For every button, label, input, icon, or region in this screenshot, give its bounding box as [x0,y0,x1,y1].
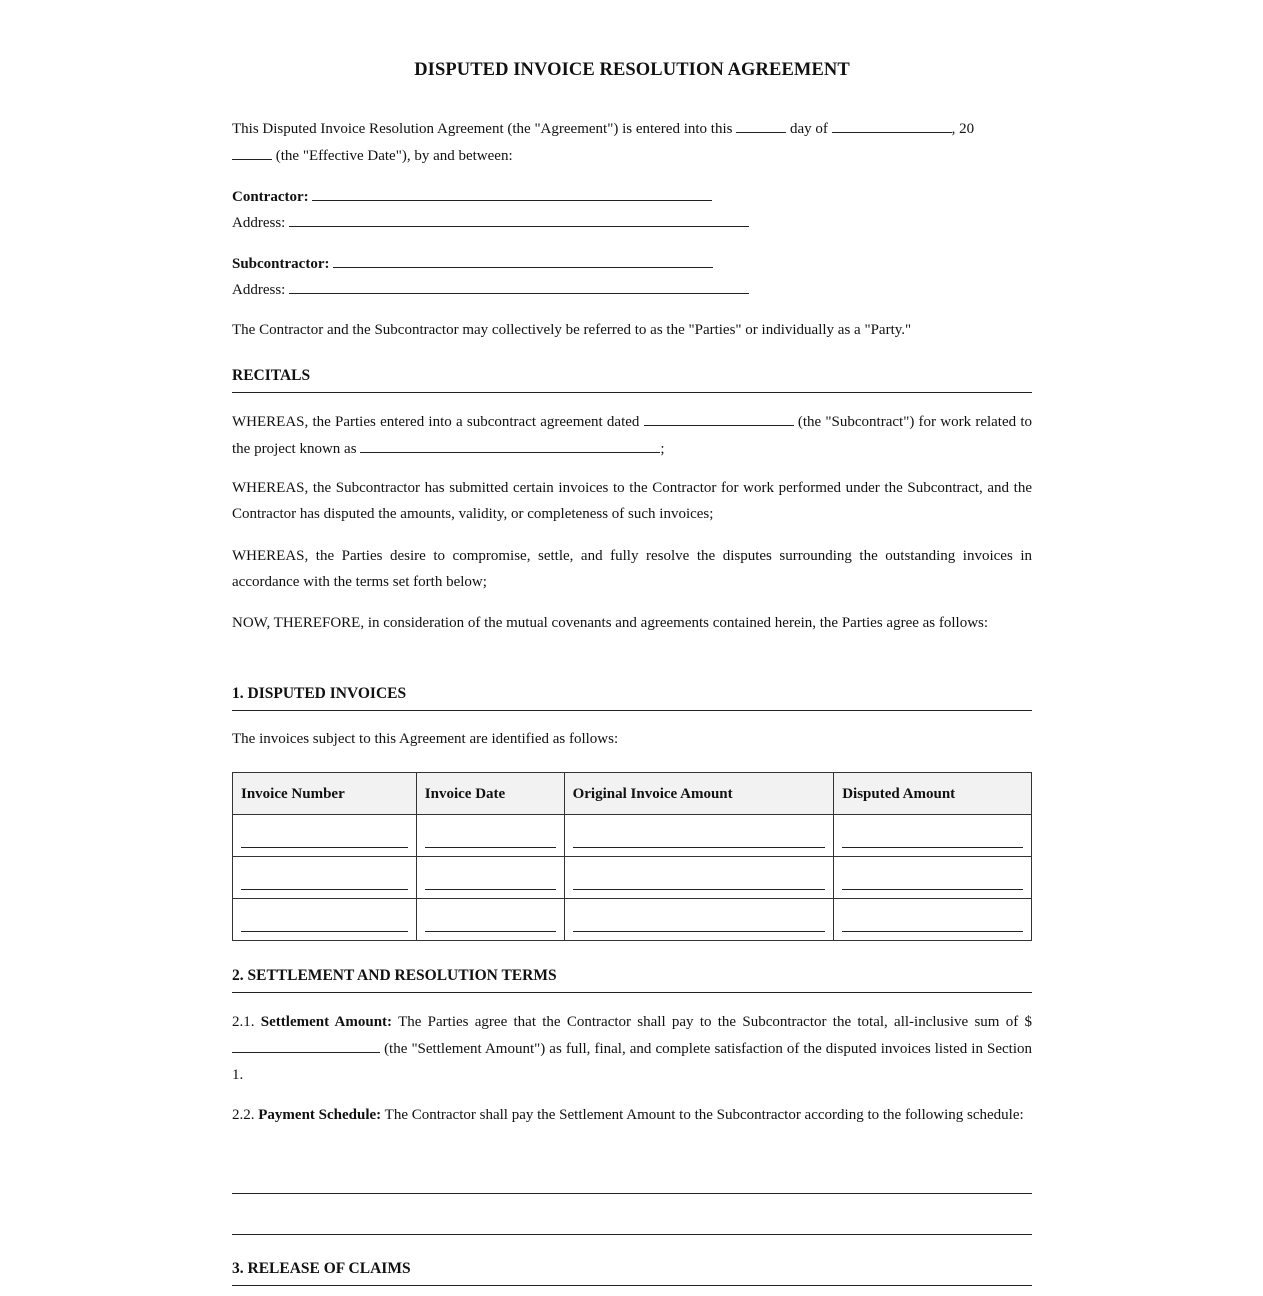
clause-2-2-number: 2.2. [232,1107,255,1123]
contractor-address-blank[interactable] [289,209,749,227]
col-invoice-number: Invoice Number [233,773,417,815]
subcontract-date-blank[interactable] [644,408,794,426]
table-header-row [233,773,1032,815]
whereas-1-text-2: (the "Subcontract") for work related to the project known as [232,414,1033,457]
subcontractor-block [232,250,1032,303]
clause-2-1-number: 2.1. [232,1014,255,1030]
invoice-date-cell[interactable] [416,815,564,857]
clause-2-1-text-2: (the "Settlement Amount") as full, final, and complete satisfaction of the disputed invoices listed in Section 1. [232,1041,1033,1083]
table-row [233,857,1032,899]
section-3-heading: 3. RELEASE OF CLAIMS [232,1259,1032,1286]
settlement-amount-blank[interactable] [232,1035,380,1053]
now-therefore: NOW, THEREFORE, in consideration of the mutual covenants and agreements contained herein, the Parties agree as follows: [232,615,989,631]
day-blank[interactable] [736,115,786,133]
clause-2-2-text: The Contractor shall pay the Settlement Amount to the Subcontractor according to the following schedule: [384,1107,1024,1123]
contractor-address-label: Address: [232,215,286,231]
document-title: DISPUTED INVOICE RESOLUTION AGREEMENT [414,60,850,80]
table-row [233,899,1032,941]
original-amount-cell[interactable] [564,899,834,941]
intro-text-4: (the "Effective Date"), by and between: [275,148,513,164]
clause-2-2-label: Payment Schedule: [258,1107,382,1123]
project-name-blank[interactable] [360,435,660,453]
whereas-1 [232,408,1032,462]
clause-2-1-text-1: The Parties agree that the Contractor shall pay to the Subcontractor the total, all-inclusive sum of $ [398,1014,1033,1030]
month-blank[interactable] [832,115,952,133]
subcontractor-address-label: Address: [232,282,286,298]
intro-text-3: , 20 [951,121,975,137]
subcontractor-name-blank[interactable] [333,250,713,268]
invoice-date-cell[interactable] [416,899,564,941]
schedule-line-1[interactable] [232,1193,1032,1194]
contractor-label: Contractor: [232,189,309,205]
contractor-block [232,183,1032,236]
year-blank[interactable] [232,142,272,160]
section-2-heading: 2. SETTLEMENT AND RESOLUTION TERMS [232,966,1032,993]
col-disputed-amount: Disputed Amount [834,773,1032,815]
col-invoice-date: Invoice Date [416,773,564,815]
invoice-number-cell[interactable] [233,857,417,899]
original-amount-cell[interactable] [564,815,834,857]
disputed-amount-cell[interactable] [834,857,1032,899]
invoice-number-cell[interactable] [233,899,417,941]
clause-2-1 [232,1009,1032,1088]
whereas-3: WHEREAS, the Parties desire to compromise, settle, and fully resolve the disputes surrounding the outstanding invoices in accordance with the terms set forth below; [232,548,1032,590]
invoice-number-cell[interactable] [233,815,417,857]
schedule-line-2[interactable] [232,1234,1032,1235]
invoice-date-cell[interactable] [416,857,564,899]
clause-2-2 [232,1102,1032,1128]
intro-paragraph [232,115,1032,169]
recitals-heading: RECITALS [232,366,1032,393]
clause-2-1-label: Settlement Amount: [260,1014,393,1030]
subcontractor-address-blank[interactable] [289,276,749,294]
parties-paragraph: The Contractor and the Subcontractor may collectively be referred to as the "Parties" or individually as a "Party." [232,322,912,338]
original-amount-cell[interactable] [564,857,834,899]
invoice-table [232,772,1032,941]
col-original-amount: Original Invoice Amount [564,773,834,815]
section-1-heading: 1. DISPUTED INVOICES [232,684,1032,711]
disputed-amount-cell[interactable] [834,899,1032,941]
subcontractor-label: Subcontractor: [232,256,330,272]
disputed-amount-cell[interactable] [834,815,1032,857]
section-1-text: The invoices subject to this Agreement are identified as follows: [232,731,619,747]
whereas-2: WHEREAS, the Subcontractor has submitted certain invoices to the Contractor for work performed under the Subcontract, and the Contractor has disputed the amounts, validity, or completeness of such invoices; [232,480,1032,522]
contractor-name-blank[interactable] [312,183,712,201]
table-row [233,815,1032,857]
intro-text-2: day of [789,121,828,137]
intro-text-1: This Disputed Invoice Resolution Agreement (the "Agreement") is entered into this [232,121,733,137]
whereas-1-text-3: ; [660,441,665,457]
whereas-1-text-1: WHEREAS, the Parties entered into a subcontract agreement dated [232,414,640,430]
